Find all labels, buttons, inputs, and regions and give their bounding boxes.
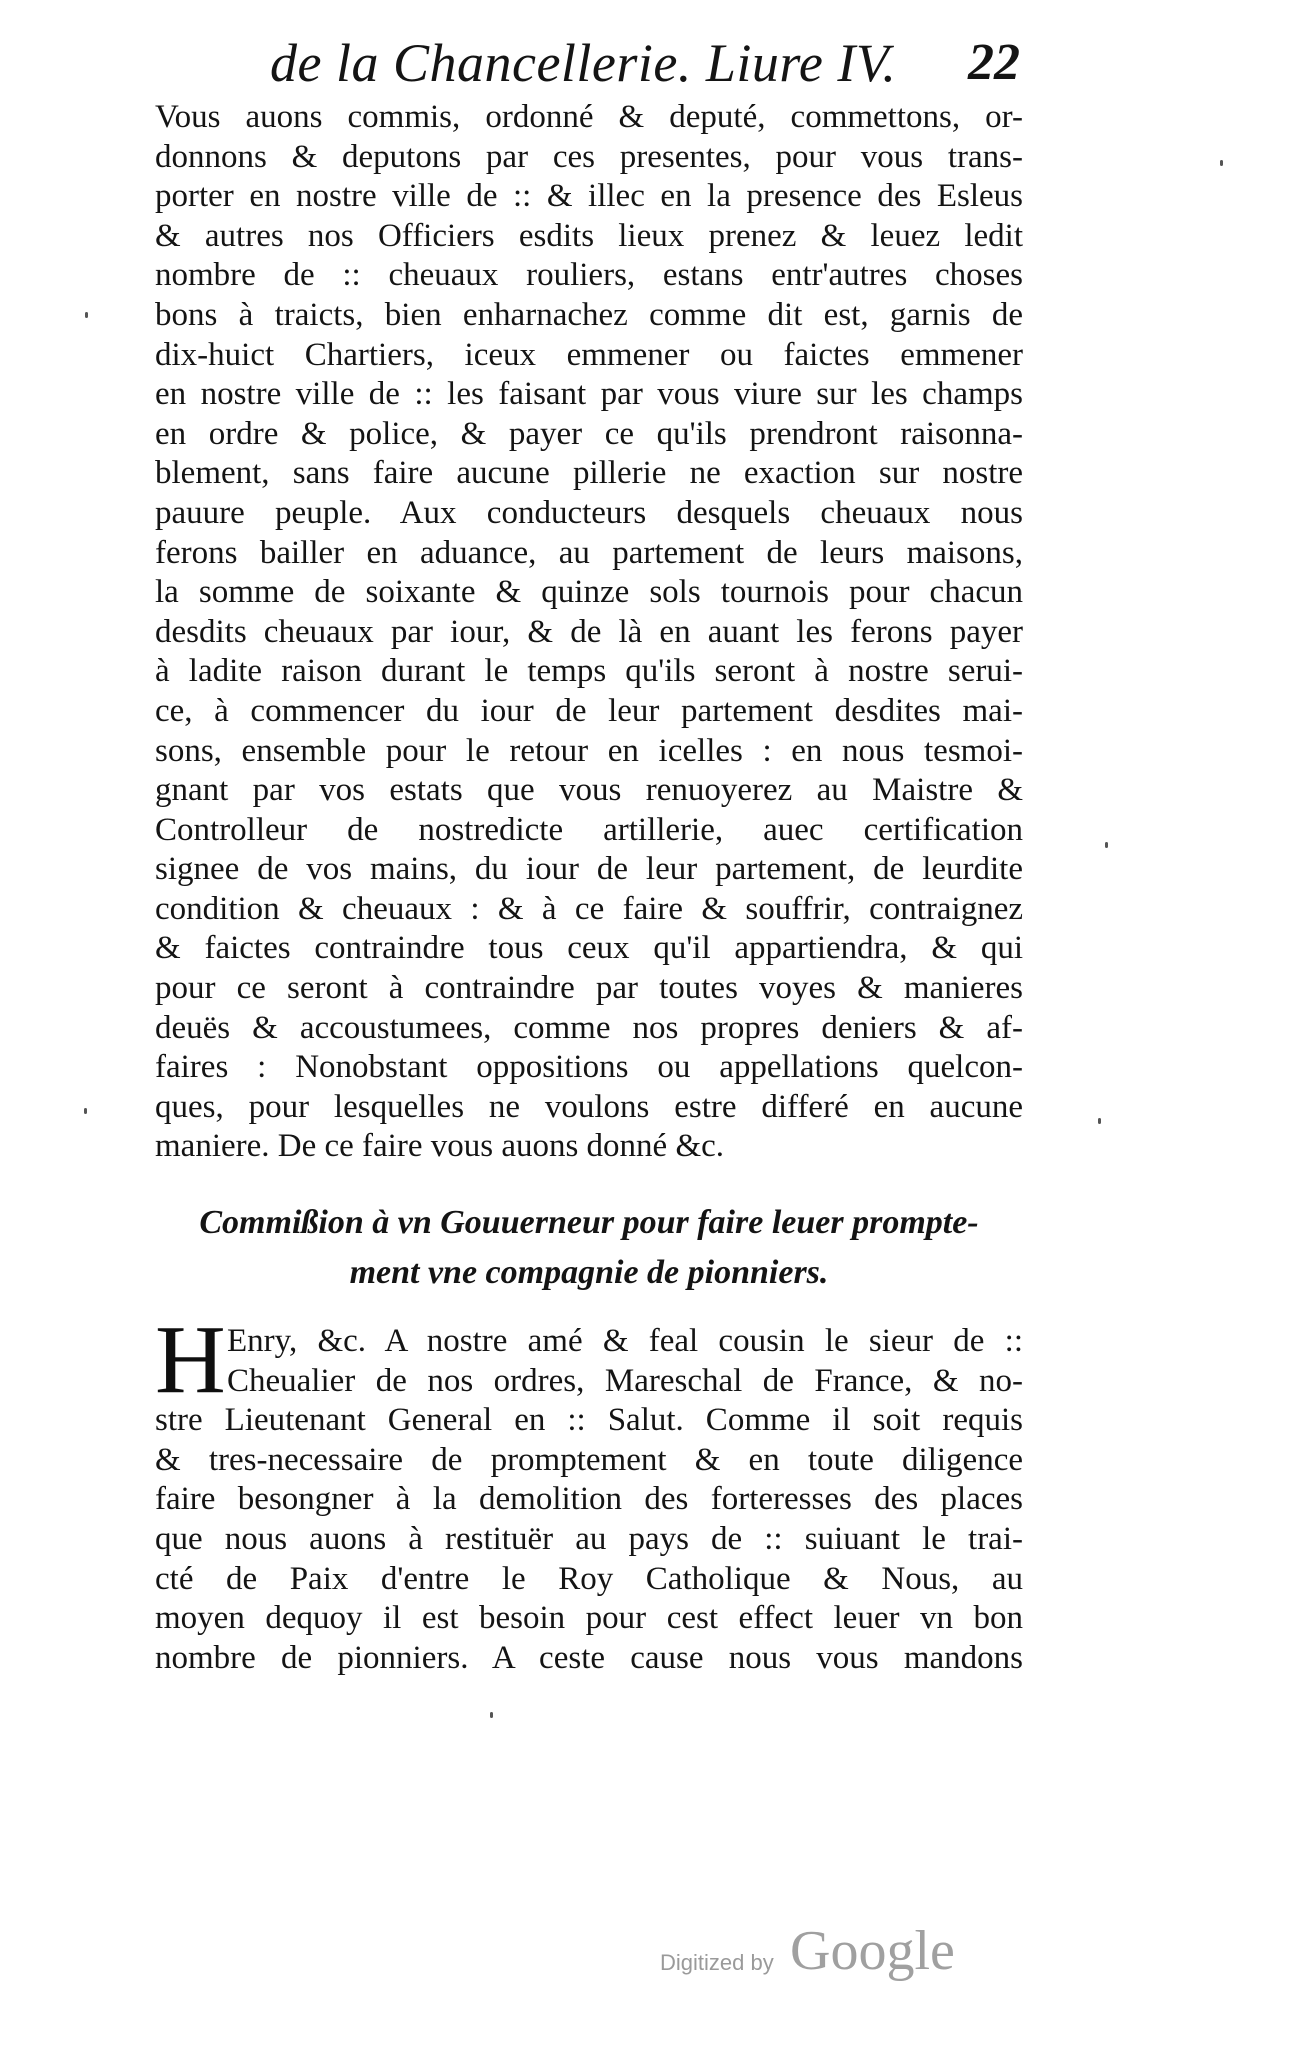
- text-line: nombre de :: cheuaux rouliers, estans entr'autres choses: [155, 257, 1023, 294]
- text-line: Controlleur de nostredicte artillerie, auec certification: [155, 811, 1023, 848]
- text-line: deuës & accoustumees, comme nos propres deniers & af-: [155, 1009, 1023, 1046]
- text-line: blement, sans faire aucune pillerie ne exaction sur nostre: [155, 455, 1023, 492]
- heading-line: Commißion à vn Gouuerneur pour faire leuer prompte-: [199, 1204, 979, 1241]
- text-line: signee de vos mains, du iour de leur partement, de leurdite: [155, 851, 1023, 888]
- scan-speck: [1105, 842, 1108, 848]
- text-line: desdits cheuaux par iour, & de là en auant les ferons payer: [155, 613, 1023, 650]
- text-line: Enry, &c. A nostre amé & feal cousin le sieur de ::: [227, 1323, 1023, 1359]
- watermark-logo-text: Google: [790, 1920, 955, 1982]
- text-line: la somme de soixante & quinze sols tournois pour chacun: [155, 574, 1023, 611]
- text-line: faires : Nonobstant oppositions ou appellations quelcon-: [155, 1049, 1023, 1086]
- text-line: ques, pour lesquelles ne voulons estre differé en aucune: [155, 1088, 1023, 1125]
- text-line: & faictes contraindre tous ceux qu'il appartiendra, & qui: [155, 930, 1023, 967]
- text-line: pour ce seront à contraindre par toutes voyes & manieres: [155, 970, 1023, 1007]
- text-line: ce, à commencer du iour de leur partement desdites mai-: [155, 692, 1023, 729]
- text-line: dix-huict Chartiers, iceux emmener ou faictes emmener: [155, 336, 1023, 373]
- scan-speck: [85, 312, 88, 318]
- text-line: condition & cheuaux : & à ce faire & souffrir, contraignez: [155, 890, 1023, 927]
- text-line: maniere. De ce faire vous auons donné &c.: [155, 1128, 725, 1165]
- drop-cap: H: [155, 1306, 226, 1414]
- text-line: bons à traicts, bien enharnachez comme dit est, garnis de: [155, 296, 1023, 333]
- scan-speck: [84, 1108, 87, 1114]
- text-line: en ordre & police, & payer ce qu'ils prendront raisonna-: [155, 415, 1023, 452]
- scan-speck: [1220, 160, 1223, 166]
- section-heading: [155, 1198, 1023, 1298]
- text-line: gnant par vos estats que vous renuoyerez au Maistre &: [155, 772, 1023, 809]
- text-line: à ladite raison durant le temps qu'ils seront à nostre serui-: [155, 653, 1023, 690]
- body-text-block-1: [155, 98, 1023, 1167]
- heading-line: ment vne compagnie de pionniers.: [349, 1254, 829, 1291]
- text-line: Cheualier de nos ordres, Mareschal de France, & no-: [227, 1362, 1023, 1399]
- watermark-small-text: Digitized by: [660, 1950, 774, 1975]
- text-line: pauure peuple. Aux conducteurs desquels cheuaux nous: [155, 494, 1023, 531]
- text-line: sons, ensemble pour le retour en icelles : en nous tesmoi-: [155, 732, 1023, 769]
- text-line: nombre de pionniers. A ceste cause nous vous mandons: [155, 1639, 1023, 1676]
- text-line: & autres nos Officiers esdits lieux prenez & leuez ledit: [155, 217, 1023, 254]
- text-line: porter en nostre ville de :: & illec en la presence des Esleus: [155, 178, 1023, 215]
- body-text-block-2: [155, 1322, 1023, 1678]
- text-line: ferons bailler en aduance, au partement de leurs maisons,: [155, 534, 1023, 571]
- text-line: stre Lieutenant General en :: Salut. Comme il soit requis: [155, 1402, 1023, 1439]
- text-line: que nous auons à restituër au pays de :: suiuant le trai-: [155, 1520, 1023, 1557]
- running-head: [270, 28, 1050, 98]
- text-line: cté de Paix d'entre le Roy Catholique & Nous, au: [155, 1560, 1023, 1597]
- scan-speck: [1098, 1118, 1101, 1124]
- digitized-by-google-watermark: [660, 1920, 990, 1990]
- running-head-title: de la Chancellerie. Liure IV.: [270, 33, 897, 93]
- scan-speck: [490, 1712, 493, 1718]
- text-line: & tres-necessaire de promptement & en toute diligence: [155, 1441, 1023, 1478]
- text-line: faire besongner à la demolition des forteresses des places: [155, 1481, 1023, 1518]
- text-line: donnons & deputons par ces presentes, pour vous trans-: [155, 138, 1023, 175]
- page-number: 22: [968, 34, 1020, 91]
- text-line: en nostre ville de :: les faisant par vous viure sur les champs: [155, 376, 1023, 413]
- text-line: moyen dequoy il est besoin pour cest effect leuer vn bon: [155, 1600, 1023, 1637]
- text-line: Vous auons commis, ordonné & deputé, commettons, or-: [155, 99, 1023, 135]
